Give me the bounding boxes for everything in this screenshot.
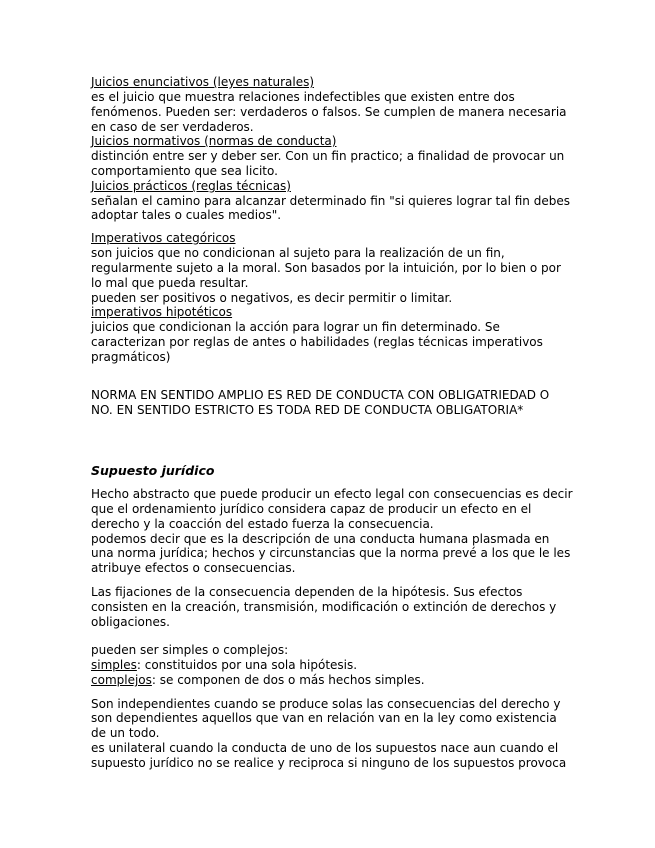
text-line: regularmente sujeto a la moral. Son basados por la intuición, por lo bien o por bbox=[91, 261, 561, 275]
text-line: adoptar tales o cuales medios". bbox=[91, 208, 282, 222]
text-line: distinción entre ser y deber ser. Con un fin practico; a finalidad de provocar un bbox=[91, 149, 565, 163]
text-line: Las fijaciones de la consecuencia dependen de la hipótesis. Sus efectos bbox=[91, 585, 523, 599]
text-line: una norma jurídica; hechos y circunstancias que la norma prevé a los que le les bbox=[91, 546, 571, 560]
simples-definition: : constituidos por una sola hipótesis. bbox=[136, 658, 358, 672]
heading-juicios-practicos: Juicios prácticos (reglas técnicas) bbox=[91, 179, 291, 193]
text-line: en caso de ser verdaderos. bbox=[91, 120, 254, 134]
text-line: pueden ser simples o complejos: bbox=[91, 643, 289, 657]
heading-juicios-enunciativos: Juicios enunciativos (leyes naturales) bbox=[91, 75, 315, 89]
norma-statement-line: NO. EN SENTIDO ESTRICTO ES TODA RED DE CONDUCTA OBLIGATORIA* bbox=[91, 403, 524, 417]
text-line: pueden ser positivos o negativos, es decir permitir o limitar. bbox=[91, 291, 453, 305]
heading-supuesto-juridico: Supuesto jurídico bbox=[91, 463, 215, 478]
text-line: consisten en la creación, transmisión, modificación o extinción de derechos y bbox=[91, 600, 557, 614]
heading-juicios-normativos: Juicios normativos (normas de conducta) bbox=[91, 134, 337, 148]
complejos-line bbox=[91, 673, 425, 688]
text-line: que el ordenamiento jurídico considera capaz de producir un efecto en el bbox=[91, 502, 532, 516]
text-line: lo mal que pueda resultar. bbox=[91, 276, 249, 290]
heading-imperativos-hipoteticos: imperativos hipotéticos bbox=[91, 305, 233, 319]
text-line: atribuye efectos o consecuencias. bbox=[91, 561, 296, 575]
text-line: podemos decir que es la descripción de una conducta humana plasmada en bbox=[91, 532, 550, 546]
term-simples: simples bbox=[91, 658, 137, 672]
complejos-definition: : se componen de dos o más hechos simples. bbox=[151, 673, 425, 687]
text-line: son juicios que no condicionan al sujeto para la realización de un fin, bbox=[91, 246, 505, 260]
text-line: Son independientes cuando se produce solas las consecuencias del derecho y bbox=[91, 697, 561, 711]
text-line: Hecho abstracto que puede producir un efecto legal con consecuencias es decir bbox=[91, 487, 573, 501]
text-line: caracterizan por reglas de antes o habilidades (reglas técnicas imperativos bbox=[91, 335, 543, 349]
text-line: son dependientes aquellos que van en relación van en la ley como existencia bbox=[91, 711, 557, 725]
text-line: es el juicio que muestra relaciones indefectibles que existen entre dos bbox=[91, 90, 515, 104]
term-complejos: complejos bbox=[91, 673, 152, 687]
text-line: de un todo. bbox=[91, 726, 160, 740]
text-line: fenómenos. Pueden ser: verdaderos o falsos. Se cumplen de manera necesaria bbox=[91, 105, 567, 119]
text-line: supuesto jurídico no se realice y reciproca si ninguno de los supuestos provoca bbox=[91, 756, 567, 770]
text-line: señalan el camino para alcanzar determinado fin "si quieres lograr tal fin debes bbox=[91, 194, 570, 208]
text-line: es unilateral cuando la conducta de uno de los supuestos nace aun cuando el bbox=[91, 741, 559, 755]
simples-line bbox=[91, 658, 357, 673]
norma-statement-line: NORMA EN SENTIDO AMPLIO ES RED DE CONDUCTA CON OBLIGATRIEDAD O bbox=[91, 388, 550, 402]
heading-imperativos-categoricos: Imperativos categóricos bbox=[91, 231, 236, 245]
text-line: pragmáticos) bbox=[91, 350, 171, 364]
text-line: comportamiento que sea licito. bbox=[91, 164, 278, 178]
text-line: juicios que condicionan la acción para lograr un fin determinado. Se bbox=[91, 320, 500, 334]
text-line: derecho y la coacción del estado fuerza la consecuencia. bbox=[91, 517, 434, 531]
text-line: obligaciones. bbox=[91, 615, 170, 629]
